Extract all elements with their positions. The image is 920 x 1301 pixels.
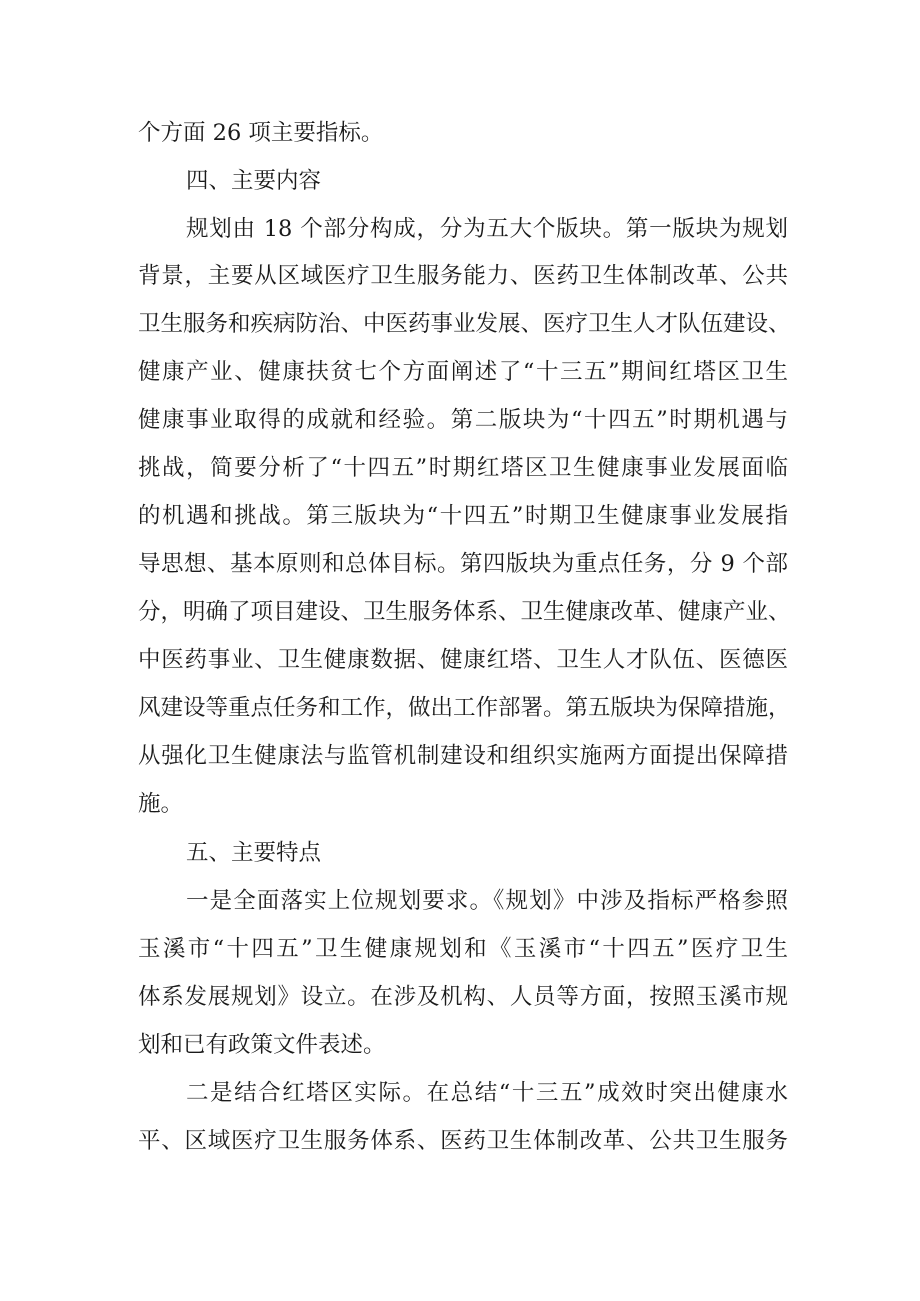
paragraph-line: 健康事业取得的成就和经验。第二版块为“十四五”时期机遇与	[138, 407, 788, 433]
paragraph-line: 划和已有政策文件表述。	[138, 1032, 386, 1058]
paragraph-line: 玉溪市“十四五”卫生健康规划和《玉溪市“十四五”医疗卫生	[138, 936, 788, 962]
paragraph-line: 中医药事业、卫生健康数据、健康红塔、卫生人才队伍、医德医	[138, 647, 788, 673]
paragraph-line: 施。	[138, 791, 184, 817]
paragraph-line: 分，明确了项目建设、卫生服务体系、卫生健康改革、健康产业、	[138, 599, 791, 625]
paragraph-line: 背景，主要从区域医疗卫生服务能力、医药卫生体制改革、公共	[138, 263, 788, 289]
paragraph-line: 挑战，简要分析了“十四五”时期红塔区卫生健康事业发展面临	[138, 455, 788, 481]
paragraph-line: 卫生服务和疾病防治、中医药事业发展、医疗卫生人才队伍建设、	[138, 311, 791, 337]
paragraph-line: 个方面 26 项主要指标。	[138, 120, 384, 146]
paragraph-line: 二是结合红塔区实际。在总结“十三五”成效时突出健康水	[186, 1080, 788, 1106]
paragraph-line: 平、区域医疗卫生服务体系、医药卫生体制改革、公共卫生服务	[138, 1128, 788, 1154]
section-heading-main-content: 四、主要内容	[186, 168, 322, 194]
section-heading-main-features: 五、主要特点	[186, 840, 322, 866]
paragraph-line: 一是全面落实上位规划要求。《规划》中涉及指标严格参照	[186, 888, 788, 914]
paragraph-line: 的机遇和挑战。第三版块为“十四五”时期卫生健康事业发展指	[138, 503, 788, 529]
paragraph-line: 规划由 18 个部分构成，分为五大个版块。第一版块为规划	[186, 216, 788, 242]
paragraph-line: 风建设等重点任务和工作，做出工作部署。第五版块为保障措施，	[138, 695, 791, 721]
paragraph-line: 导思想、基本原则和总体目标。第四版块为重点任务，分 9 个部	[138, 551, 788, 577]
paragraph-line: 体系发展规划》设立。在涉及机构、人员等方面，按照玉溪市规	[138, 984, 788, 1010]
paragraph-line: 健康产业、健康扶贫七个方面阐述了“十三五”期间红塔区卫生	[138, 359, 788, 385]
paragraph-line: 从强化卫生健康法与监管机制建设和组织实施两方面提出保障措	[138, 743, 788, 769]
